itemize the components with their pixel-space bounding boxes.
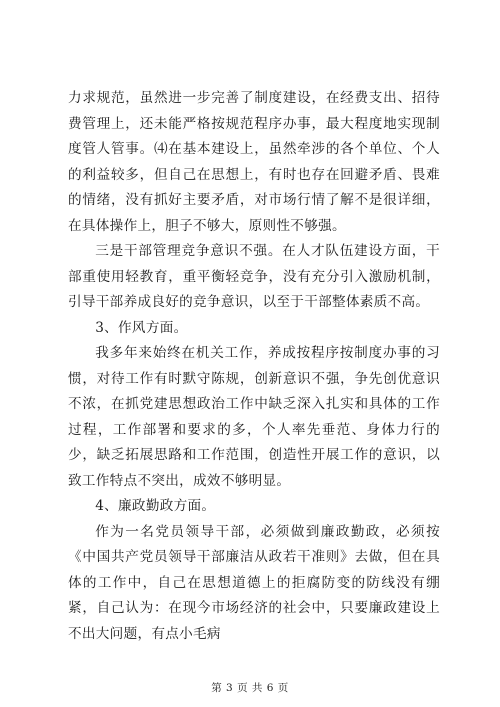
paragraph-1: 力求规范，虽然进一步完善了制度建设，在经费支出、招待费管理上，还未能严格按规范程序办事，最大程度地实现制度管人管事。⑷在基本建设上，虽然牵涉的各个单位、个人的利益较多，但自己在思想上，有时也存在回避矛盾、畏难的情绪，没有抓好主要矛盾，对市场行情了解不是很详细，在具体操作上，胆子不够大，原则性不够强。 [68,90,440,234]
section-heading-integrity: 4、廉政勤政方面。 [95,498,216,514]
paragraph-2: 三是干部管理竞争意识不强。在人才队伍建设方面，干部重使用轻教育，重平衡轻竞争，没有充分引入激励机制，引导干部养成良好的竞争意识，以至于干部整体素质不高。 [68,243,440,310]
document-body [68,86,440,647]
paragraph-4: 作为一名党员领导干部，必须做到廉政勤政，必须按《中国共产党员领导干部廉洁从政若干准则》去做，但在具体的工作中，自己在思想道德上的拒腐防变的防线没有绷紧，自己认为：在现今市场经济的社会中，只要廉政建设上不出大问题，有点小毛病 [68,523,440,642]
page-number-footer: 第 3 页 共 6 页 [211,682,289,694]
paragraph-3: 我多年来始终在机关工作，养成按程序按制度办事的习惯，对待工作有时默守陈规，创新意识不强，争先创优意识不浓，在抓党建思想政治工作中缺乏深入扎实和具体的工作过程，工作部署和要求的多，个人率先垂范、身体力行的少，缺乏拓展思路和工作范围，创造性开展工作的意识，以致工作特点不突出，成效不够明显。 [68,345,440,489]
section-heading-style: 3、作风方面。 [95,319,188,336]
